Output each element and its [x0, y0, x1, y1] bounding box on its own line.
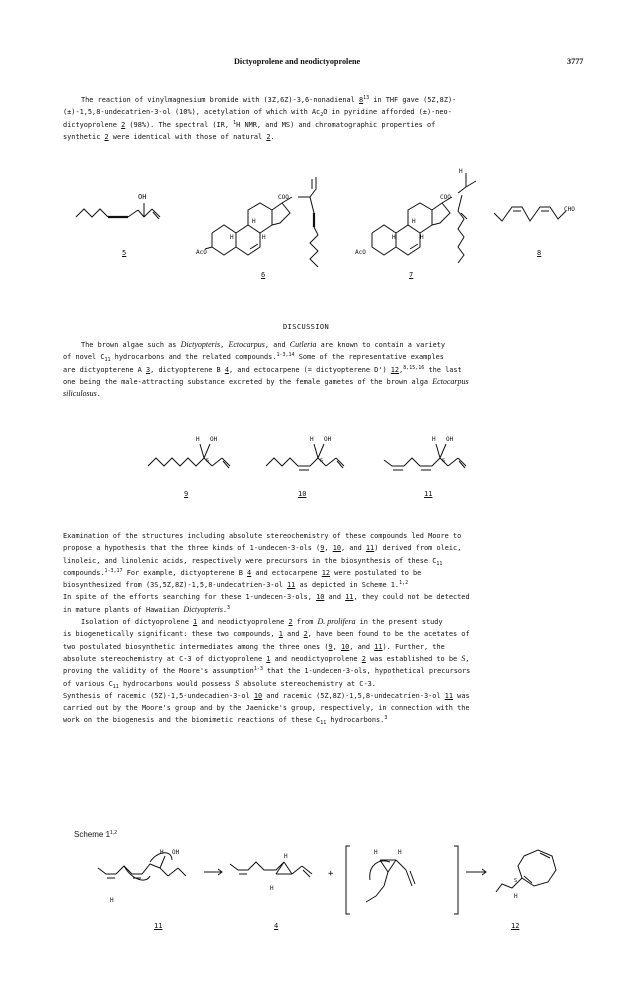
structure-8: [494, 206, 575, 221]
svg-text:OH: OH: [210, 436, 218, 443]
scheme-compound-4: [230, 853, 312, 892]
svg-text:H: H: [270, 885, 274, 892]
svg-text:H: H: [514, 893, 518, 900]
section-heading-discussion: DISCUSSION: [283, 323, 330, 331]
arrow-2: [466, 869, 486, 875]
structures-top-figure: [0, 155, 625, 315]
intro-paragraph: The reaction of vinylmagnesium bromide with (3Z,6Z)-3,6-nonadienal $8^{13}$ in THF gave (5Z,8Z)- (±)-1,5,8-undecatrien-3-ol (10%), acetylation of which with $Ac_2O$ in pyridine afforded (±)-neo- dictyoprolene 2 (98%). The spectral (IR, $^1$H NMR, and MS) and chromatographic properties of synthetic 2 were identical with those of natural 2.: [63, 95, 457, 141]
svg-text:AcO: AcO: [355, 249, 366, 256]
scheme-compound-11: [98, 849, 186, 904]
structure-6: [196, 177, 318, 267]
label-11: 11: [424, 490, 433, 498]
scheme-label-11: 11: [154, 922, 163, 930]
svg-text:H: H: [284, 853, 288, 860]
page-number: 3777: [567, 57, 584, 66]
label-8: 8: [537, 249, 542, 257]
svg-text:H: H: [252, 218, 256, 225]
scheme-bracket-intermediate: [346, 846, 458, 914]
svg-text:H: H: [432, 436, 436, 443]
structures-mid-figure: [0, 430, 625, 500]
svg-text:H: H: [398, 849, 402, 856]
svg-text:S: S: [442, 458, 446, 464]
plus-sign: +: [328, 869, 334, 879]
svg-text:OH: OH: [138, 193, 147, 201]
svg-text:CHO: CHO: [564, 206, 575, 213]
discussion-paragraph: The brown algae such as Dictyopteris, Ectocarpus, and Cutleria are known to contain a variety of novel $C_{11}$ hydrocarbons and the related compounds.$^{1-3,14}$ Some of the representative examples are dictyopterene A 3, dictyopterene B 4, and ectocarpene (= dictyopterene D') 12,$^{8,15,16}$ the last one being the male-attracting substance excreted by the female gametes of the brown alga Ectocarpus siliculosus.: [63, 340, 469, 399]
svg-text:H: H: [110, 897, 114, 904]
scheme-label-4: 4: [274, 922, 279, 930]
svg-text:OH: OH: [324, 436, 332, 443]
arrow-1: [204, 869, 222, 875]
scheme-1-figure: [0, 840, 625, 950]
structure-11: [384, 436, 466, 470]
label-9: 9: [184, 490, 189, 498]
label-6: 6: [261, 271, 266, 279]
running-header-title: Dictyoprolene and neodictyoprolene: [234, 57, 361, 66]
scheme-label-12: 12: [511, 922, 520, 930]
structure-9: [148, 436, 230, 468]
svg-text:AcO: AcO: [196, 249, 207, 256]
svg-text:COO: COO: [278, 194, 289, 201]
structure-5: [76, 193, 160, 219]
svg-text:H: H: [412, 218, 416, 225]
svg-text:H: H: [392, 234, 396, 241]
structure-10: [266, 436, 344, 470]
svg-text:H: H: [196, 436, 200, 443]
svg-text:H: H: [374, 849, 378, 856]
svg-text:OH: OH: [172, 849, 180, 856]
svg-text:OH: OH: [446, 436, 454, 443]
label-5: 5: [122, 249, 127, 257]
svg-text:S: S: [320, 458, 324, 464]
scheme-title: Scheme 1$^{1,2}$: [74, 830, 117, 839]
label-10: 10: [298, 490, 307, 498]
svg-text:S: S: [514, 878, 518, 884]
structure-7: [355, 168, 476, 263]
svg-text:H: H: [310, 436, 314, 443]
scheme-compound-12: [496, 850, 556, 900]
svg-text:H: H: [262, 234, 266, 241]
body-text: Examination of the structures including absolute stereochemistry of these compounds led Moore to propose a hypothesis that the three kinds of 1-undecen-3-ols (9, 10, and 11) derived from oleic, linoleic, and linolenic acids, respectively were precursors in the biosynthesis of these $C_{11}$ compounds.$^{1-3,17}$ For example, dictyopterene B 4 and ectocarpene 12 were postulated to be biosynthesized from (3S,5Z,8Z)-1,5,8-undecatrien-3-ol 11 as depicted in Scheme 1.$^{1,2}$ In spite of the efforts searching for these 1-undecen-3-ols, 10 and 11, they could not be detected in mature plants of Hawaiian Dictyopteris.$^3$ Isolation of dictyoprolene 1 and neodictyoprolene 2 from D. prolifera in the present study is biogenetically significant: these two compounds, 1 and 2, have been found to be the acetates of two postulated biosynthetic intermediates among the three ones (9, 10, and 11). Further, the absolute stereochemistry at C-3 of dictyoprolene 1 and neodictyoprolene 2 was established to be S, proving the validity of the Moore's assumption$^{1-3}$ that the 1-undecen-3-ols, hypothetical precursors of various $C_{11}$ hydrocarbons would possess S absolute stereochemistry at C-3. Synthesis of racemic (5Z)-1,5-undecadien-3-ol 10 and racemic (5Z,8Z)-1,5,8-undecatrien-3-ol 11 was carried out by the Moore's group and by the Jaenicke's group, respectively, in connection with the work on the biogenesis and the biomimetic reactions of these $C_{11}$ hydrocarbons.$^3$: [63, 532, 471, 727]
svg-text:S: S: [206, 458, 210, 464]
svg-text:H: H: [160, 849, 164, 856]
svg-text:H: H: [230, 234, 234, 241]
svg-text:H: H: [459, 168, 463, 175]
svg-text:COO: COO: [440, 194, 451, 201]
label-7: 7: [409, 271, 414, 279]
svg-text:H: H: [420, 234, 424, 241]
